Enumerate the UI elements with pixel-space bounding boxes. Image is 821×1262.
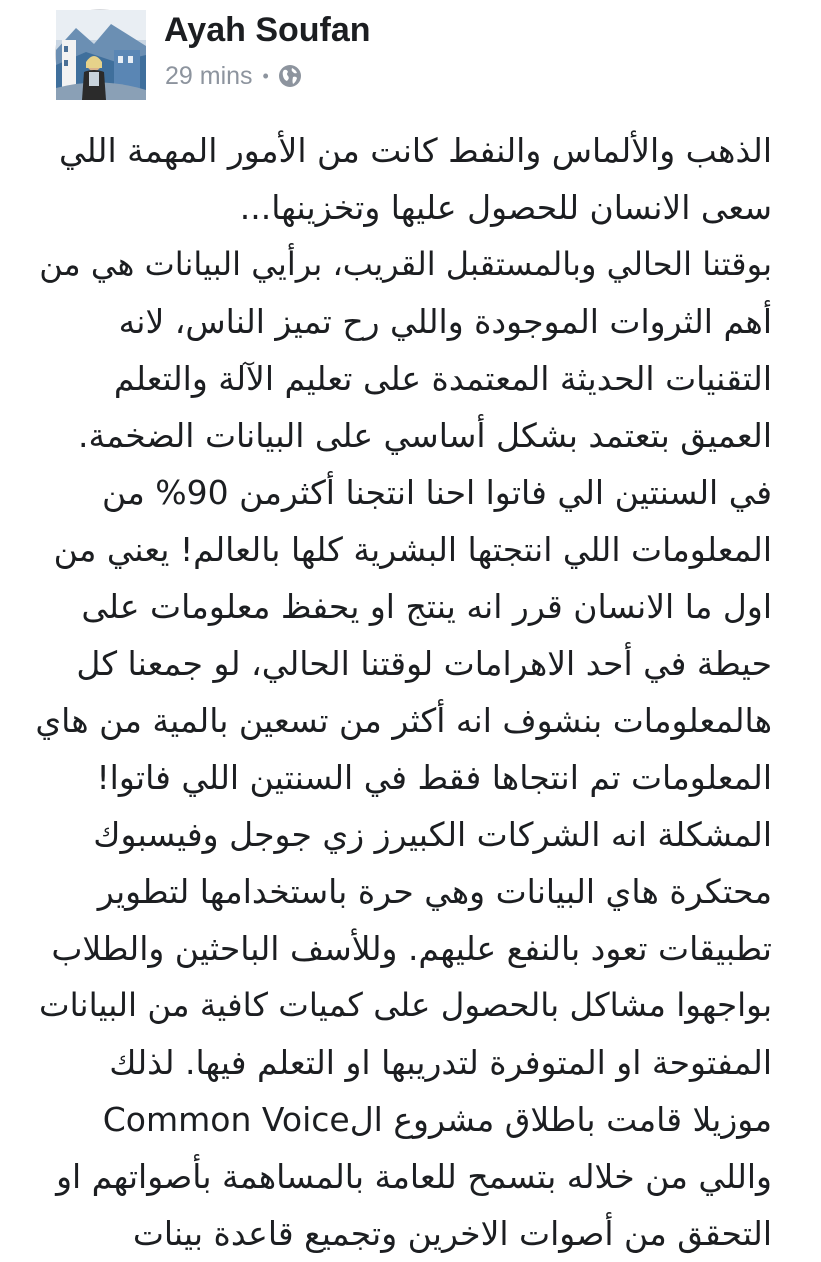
- post-meta: [165, 56, 302, 96]
- post-text-line: المعلومات اللي انتجتها البشرية كلها بالعالم! يعني من: [53, 530, 772, 569]
- post-body: [30, 122, 772, 1262]
- post-header: [0, 0, 821, 110]
- post-text-line: محتكرة هاي البيانات وهي حرة باستخدامها لتطوير: [97, 872, 772, 911]
- post-text-line: بوقتنا الحالي وبالمستقبل القريب، برأيي البيانات هي من: [39, 245, 772, 283]
- avatar[interactable]: [55, 9, 145, 99]
- post-timestamp[interactable]: 29 mins: [165, 61, 253, 90]
- post-text-line: حيطة في أحد الاهرامات لوقتنا الحالي، لو جمعنا كل: [76, 644, 772, 683]
- post-text-line: واللي من خلاله بتسمح للعامة بالمساهمة بأصواتهم او: [56, 1157, 772, 1196]
- avatar-photo: [56, 10, 146, 100]
- post-text-line: المشكلة انه الشركات الكبيرز زي جوجل وفيسبوك: [93, 815, 772, 854]
- post-text-line: العميق بتعتمد بشكل أساسي على البيانات الضخمة.: [78, 416, 772, 455]
- author-name[interactable]: Ayah Soufan: [164, 11, 371, 49]
- post-text-line: سعى الانسان للحصول عليها وتخزينها...: [239, 188, 772, 227]
- post-text-line: التقنيات الحديثة المعتمدة على تعليم الآلة والتعلم: [113, 359, 772, 398]
- post-text-line: اول ما الانسان قرر انه ينتج او يحفظ معلومات على: [81, 587, 772, 626]
- post-text-line: المفتوحة او المتوفرة لتدريبها او التعلم فيها. لذلك: [109, 1043, 772, 1082]
- post-text-line: في السنتين الي فاتوا احنا انتجنا أكثرمن 90% من: [101, 473, 772, 512]
- post-text-line: موزيلا قامت باطلاق مشروع الCommon Voice: [102, 1100, 772, 1139]
- globe-icon[interactable]: [278, 64, 302, 88]
- post-text-line: بواجهوا مشاكل بالحصول على كميات كافية من البيانات: [39, 986, 772, 1024]
- meta-separator: •: [262, 65, 269, 86]
- post-text-line: تطبيقات تعود بالنفع عليهم. وللأسف الباحثين والطلاب: [51, 929, 772, 968]
- post-text-line: أهم الثروات الموجودة واللي رح تميز الناس، لانه: [118, 302, 772, 341]
- post-text-line: المعلومات تم انتجاها فقط في السنتين اللي فاتوا!: [96, 758, 772, 797]
- post-text-line: التحقق من أصوات الاخرين وتجميع قاعدة بينات: [132, 1214, 772, 1253]
- post-text-line: هالمعلومات بنشوف انه أكثر من تسعين بالمية من هاي: [35, 701, 772, 740]
- post-text-line: الذهب والألماس والنفط كانت من الأمور المهمة اللي: [58, 131, 772, 170]
